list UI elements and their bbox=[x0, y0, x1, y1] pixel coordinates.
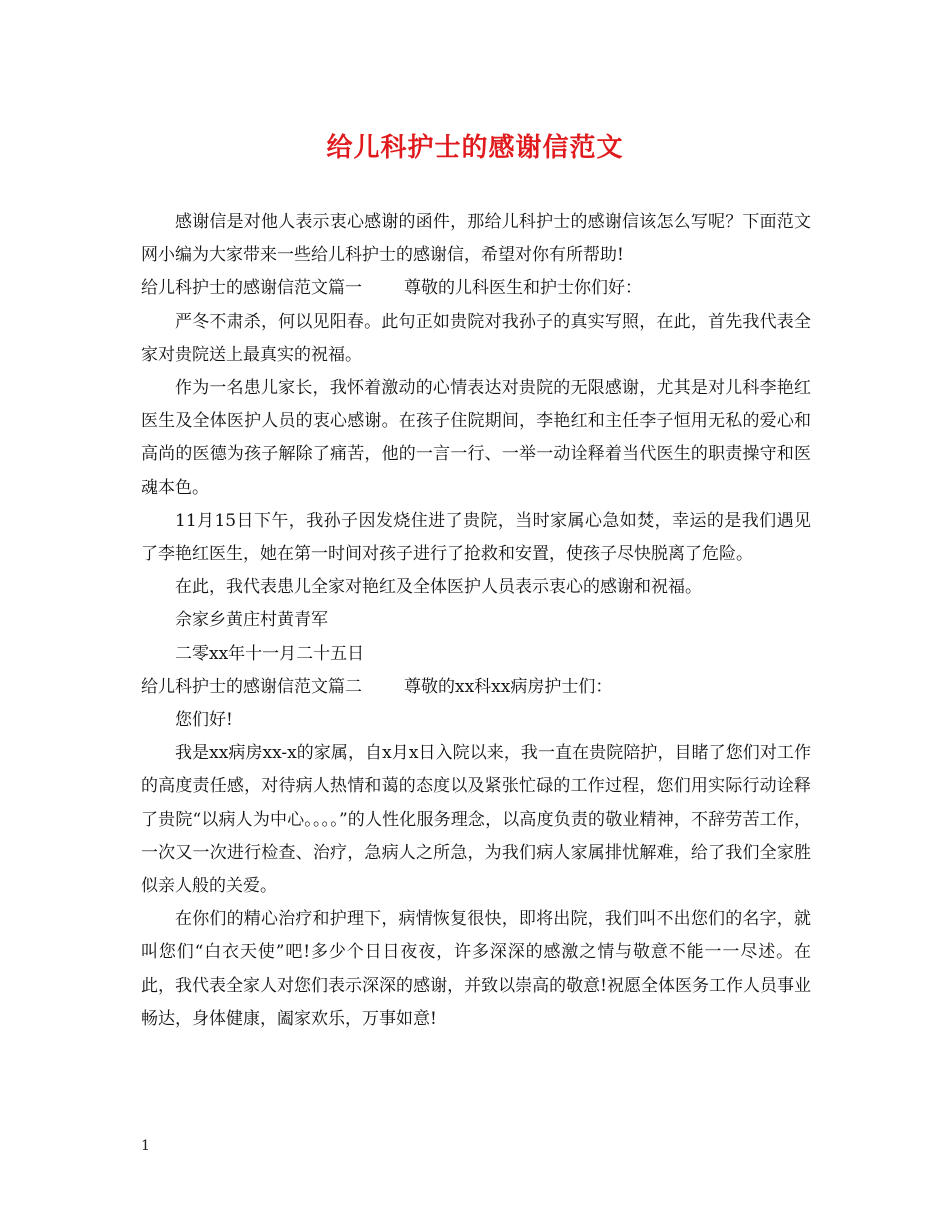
section1-heading-line bbox=[141, 272, 811, 305]
intro-paragraph: 感谢信是对他人表示衷心感谢的函件，那给儿科护士的感谢信该怎么写呢？下面范文网小编为大家带来一些给儿科护士的感谢信，希望对你有所帮助! bbox=[141, 212, 811, 266]
section2-paragraph: 在你们的精心治疗和护理下，病情恢复很快，即将出院，我们叫不出您们的名字，就叫您们“白衣天使”吧!多少个日日夜夜，许多深深的感激之情与敬意不能一一尽述。在此，我代表全家人对您们表示深深的感谢，并致以崇高的敬意!祝愿全体医务工作人员事业畅达，身体健康，阖家欢乐，万事如意! bbox=[141, 909, 811, 1029]
section1-date: 二零xx年十一月二十五日 bbox=[175, 643, 365, 664]
section1-heading: 给儿科护士的感谢信范文篇一 bbox=[141, 278, 362, 299]
section1-signature: 佘家乡黄庄村黄青军 bbox=[175, 610, 328, 631]
section2-heading: 给儿科护士的感谢信范文篇二 bbox=[141, 676, 362, 697]
section2-greeting: 您们好! bbox=[175, 710, 233, 731]
section2-heading-line bbox=[141, 671, 811, 704]
document-body bbox=[141, 206, 811, 1036]
section2-paragraph: 我是xx病房xx-x的家属，自x月x日入院以来，我一直在贵院陪护，目睹了您们对工作的高度责任感，对待病人热情和蔼的态度以及紧张忙碌的工作过程，您们用实际行动诠释了贵院“以病人为中心。。。。”的人性化服务理念，以高度负责的敬业精神，不辞劳苦工作，一次又一次进行检查、治疗，急病人之所急，为我们病人家属排忧解难，给了我们全家胜似亲人般的关爱。 bbox=[141, 743, 811, 897]
section2-salutation: 尊敬的xx科xx病房护士们： bbox=[404, 676, 613, 697]
section1-paragraph: 11月15日下午，我孙子因发烧住进了贵院，当时家属心急如焚，幸运的是我们遇见了李艳红医生，她在第一时间对孩子进行了抢救和安置，使孩子尽快脱离了危险。 bbox=[141, 510, 811, 565]
section1-paragraph: 作为一名患儿家长，我怀着激动的心情表达对贵院的无限感谢，尤其是对儿科李艳红医生及全体医护人员的衷心感谢。在孩子住院期间，李艳红和主任李子恒用无私的爱心和高尚的医德为孩子解除了痛苦，他的一言一行、一举一动诠释着当代医生的职责操守和医魂本色。 bbox=[141, 378, 811, 498]
section1-paragraph: 在此，我代表患儿全家对艳红及全体医护人员表示衷心的感谢和祝福。 bbox=[175, 577, 702, 598]
section1-paragraph: 严冬不肃杀，何以见阳春。此句正如贵院对我孙子的真实写照，在此，首先我代表全家对贵院送上最真实的祝福。 bbox=[141, 311, 811, 365]
document-title: 给儿科护士的感谢信范文 bbox=[326, 133, 624, 163]
page-number: 1 bbox=[141, 1138, 150, 1154]
section1-salutation: 尊敬的儿科医生和护士你们好： bbox=[404, 278, 642, 299]
